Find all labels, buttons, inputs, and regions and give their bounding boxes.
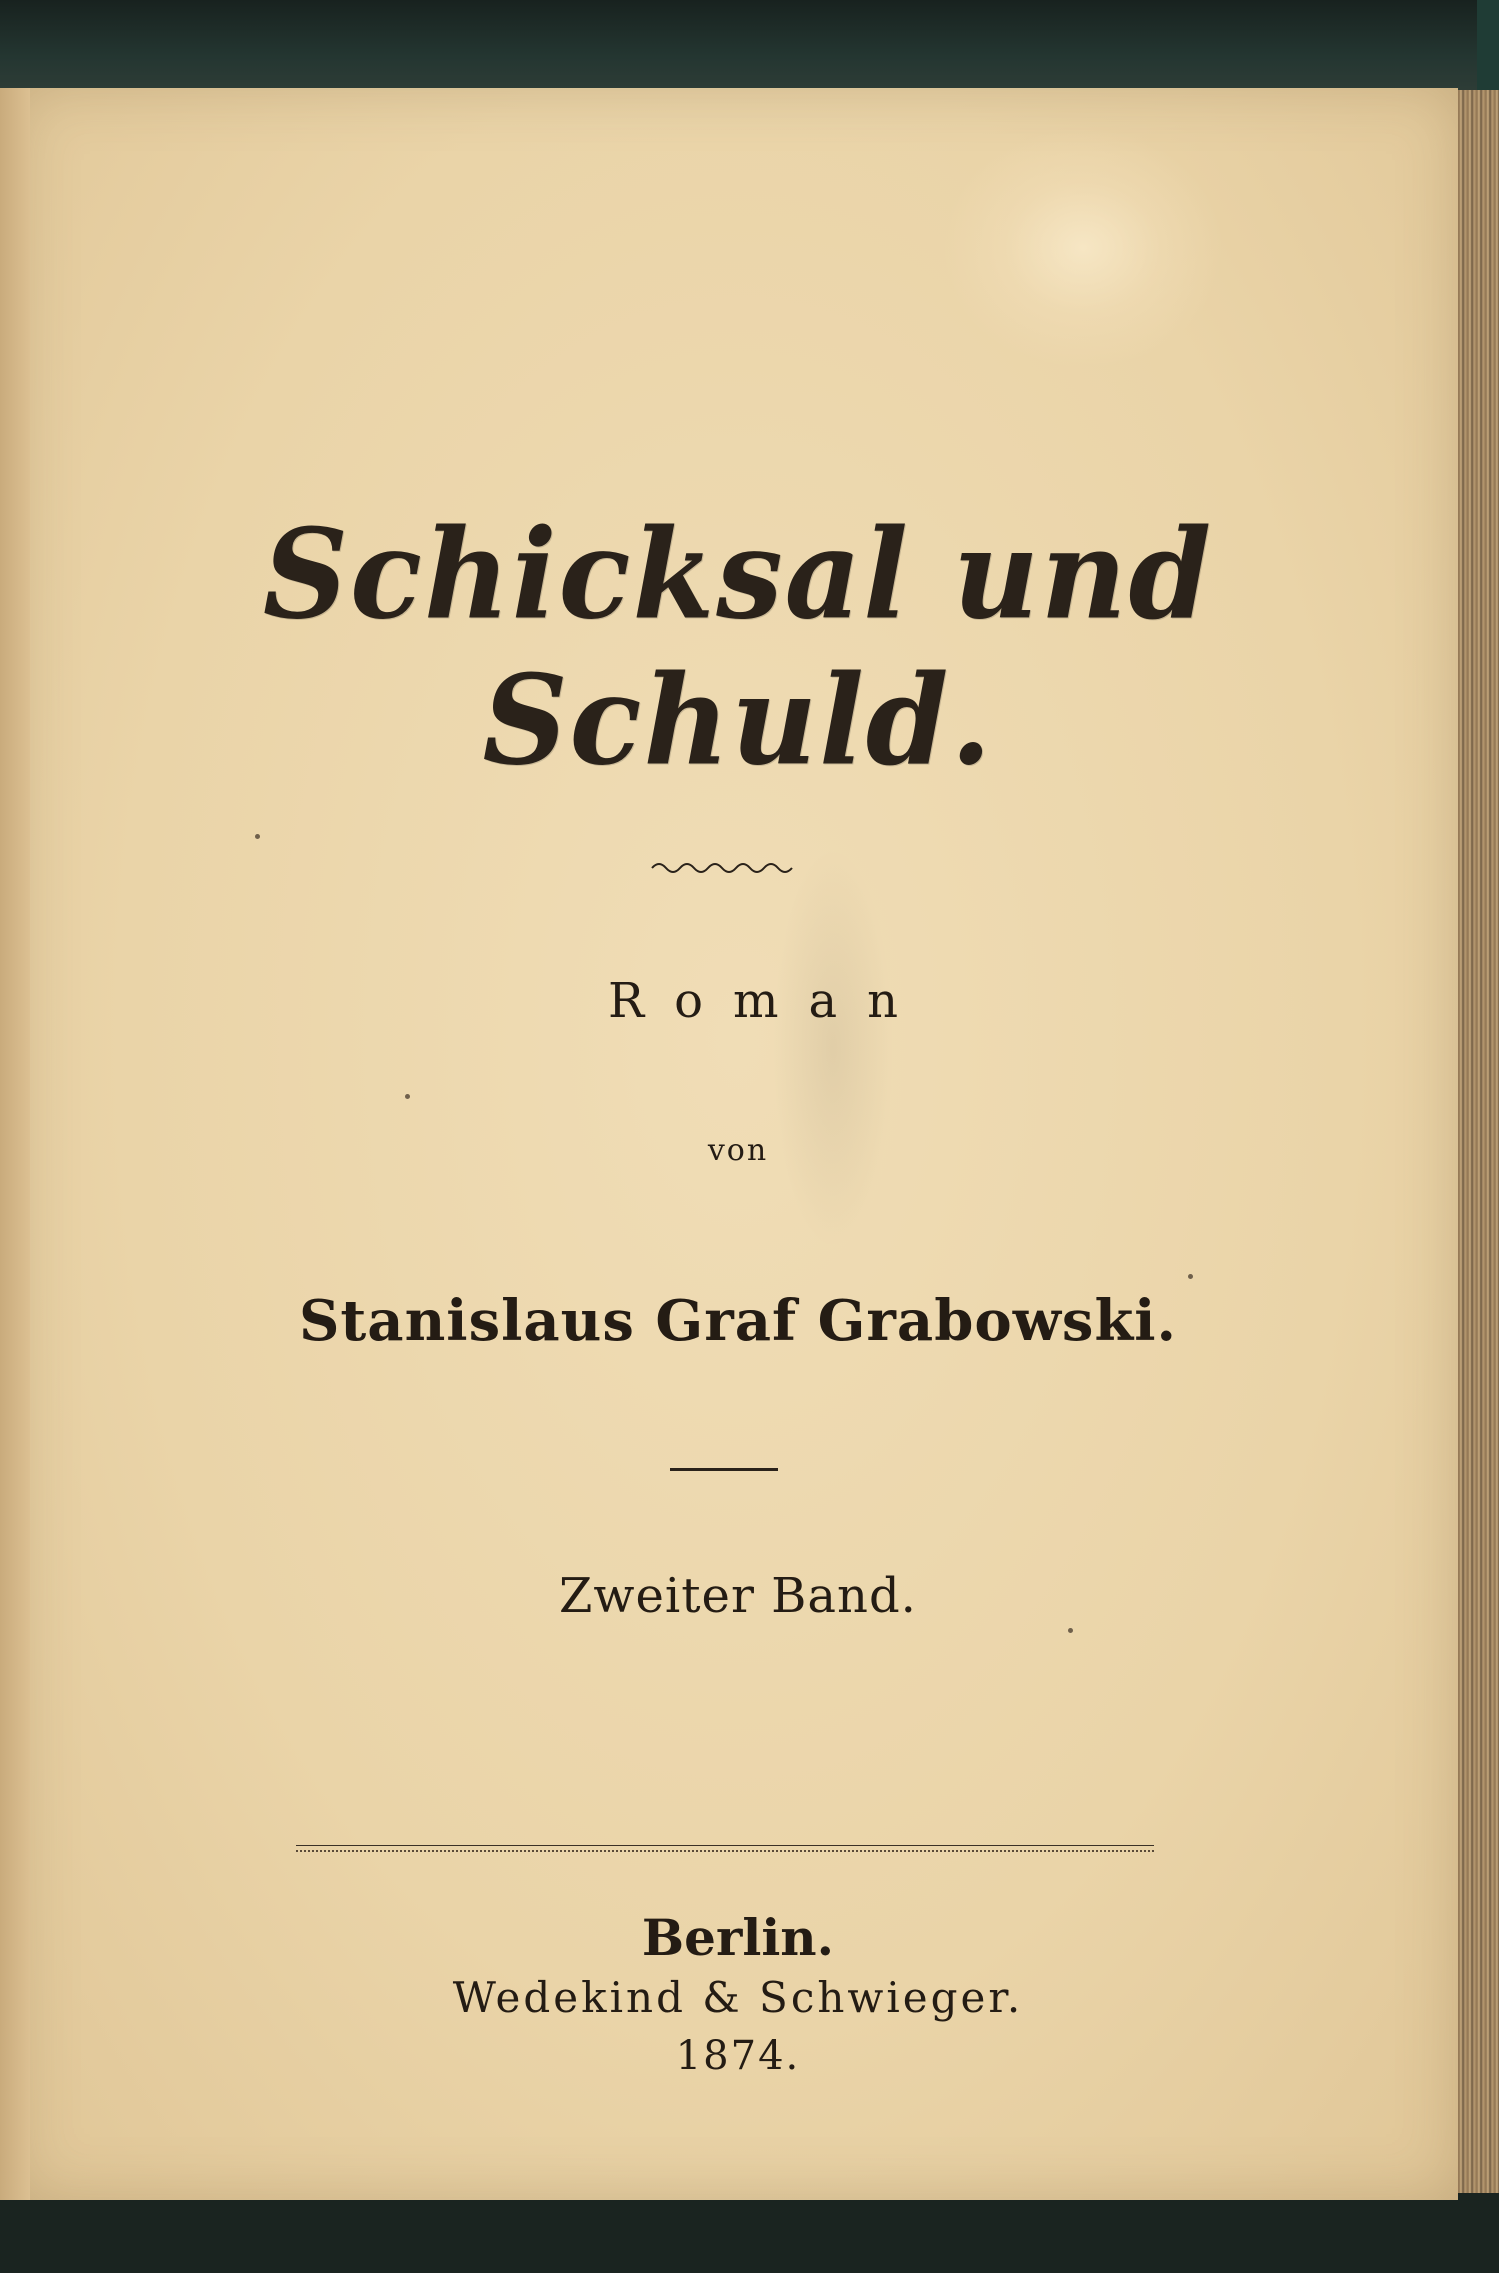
genre-label: Roman [607, 973, 929, 1029]
short-divider [670, 1468, 778, 1471]
paper-speck [1188, 1274, 1193, 1279]
wavy-ornament [650, 856, 796, 876]
paper-speck [1068, 1628, 1073, 1633]
title-page [18, 88, 1458, 2200]
imprint-publisher: Wedekind & Schwieger. [452, 1973, 1024, 2022]
imprint-city: Berlin. [641, 1908, 835, 1967]
byline: von [707, 1133, 769, 1168]
author-name: Stanislaus Graf Grabowski. [298, 1288, 1178, 1354]
imprint-year: 1874. [675, 2033, 801, 2079]
book-title: Schicksal und Schuld. [262, 501, 1214, 793]
page-left-edge [0, 88, 30, 2200]
paper-speck [405, 1094, 410, 1099]
top-binding [0, 0, 1499, 95]
volume-label: Zweiter Band. [559, 1568, 917, 1624]
paper-speck [255, 834, 260, 839]
long-divider [296, 1845, 1154, 1852]
bottom-binding [0, 2193, 1499, 2273]
